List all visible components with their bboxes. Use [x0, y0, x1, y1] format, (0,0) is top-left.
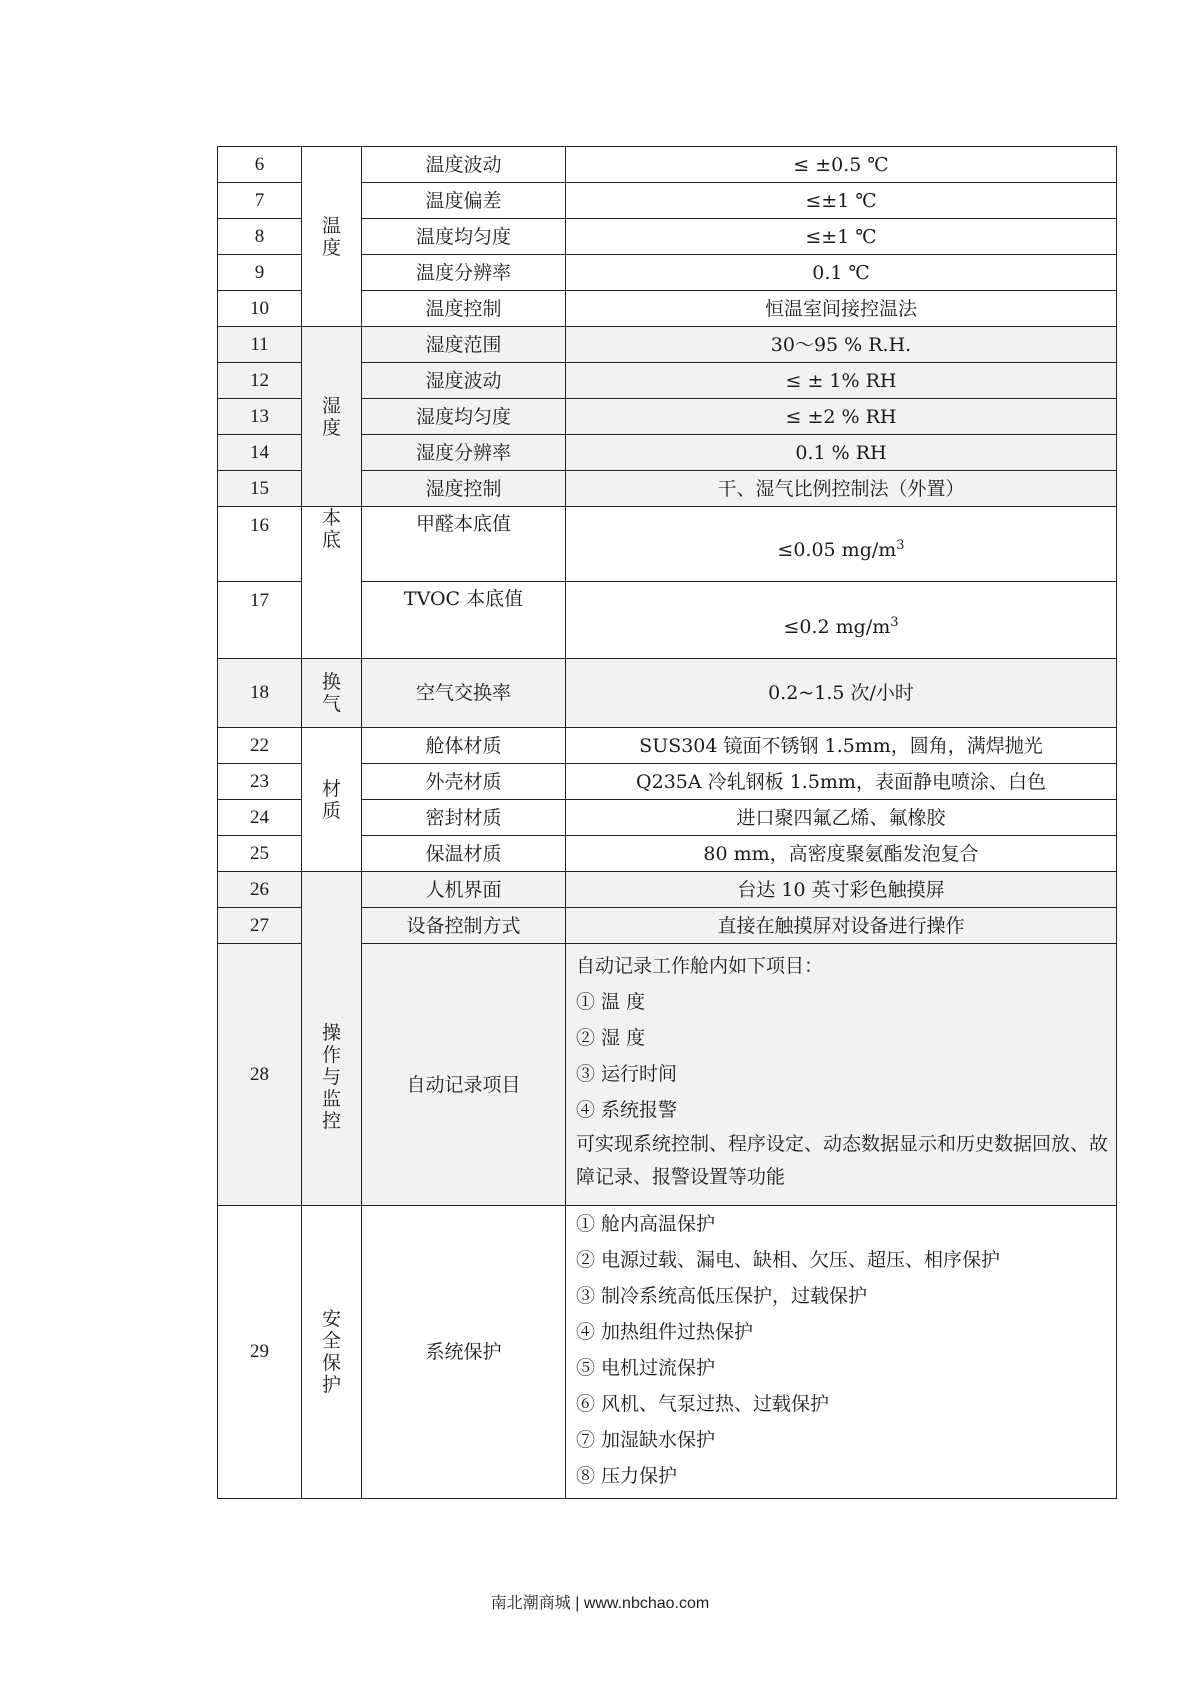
category-ventilation: 换 气 [302, 659, 362, 728]
row-number: 27 [218, 908, 302, 944]
row-number: 26 [218, 872, 302, 908]
page-footer: 南北潮商城 | www.nbchao.com [490, 1595, 710, 1612]
category-temperature: 温 度 [302, 147, 362, 327]
item-name: 密封材质 [362, 800, 566, 836]
item-value: ≤ ±2 % RH [566, 399, 1117, 435]
item-value: 干、湿气比例控制法（外置） [566, 471, 1117, 507]
item-value [566, 1206, 1117, 1499]
item-value: 直接在触摸屏对设备进行操作 [566, 908, 1117, 944]
item-name: 湿度控制 [362, 471, 566, 507]
row-number: 10 [218, 291, 302, 327]
row-number: 13 [218, 399, 302, 435]
item-name: TVOC 本底值 [362, 582, 566, 659]
item-value: ≤±1 ℃ [566, 183, 1117, 219]
category-material: 材 质 [302, 728, 362, 872]
item-value [566, 582, 1117, 659]
item-value: 台达 10 英寸彩色触摸屏 [566, 872, 1117, 908]
item-name: 湿度分辨率 [362, 435, 566, 471]
item-value: Q235A 冷轧钢板 1.5mm，表面静电喷涂、白色 [566, 764, 1117, 800]
protection-item: ⑥ 风机、气泵过热、过载保护 [576, 1393, 830, 1415]
protection-item: ⑤ 电机过流保护 [576, 1357, 716, 1379]
row-number: 28 [218, 944, 302, 1206]
item-name: 湿度波动 [362, 363, 566, 399]
record-item: ② 湿 度 [576, 1027, 646, 1049]
item-value: ≤ ±0.5 ℃ [566, 147, 1117, 183]
item-name: 甲醛本底值 [362, 507, 566, 582]
item-name: 自动记录项目 [362, 944, 566, 1206]
superscript: 3 [896, 538, 905, 553]
protection-item: ② 电源过载、漏电、缺相、欠压、超压、相序保护 [576, 1249, 1001, 1271]
row-number: 24 [218, 800, 302, 836]
item-name: 保温材质 [362, 836, 566, 872]
item-name: 温度均匀度 [362, 219, 566, 255]
item-value: 0.2~1.5 次/小时 [566, 659, 1117, 728]
item-value: 80 mm，高密度聚氨酯发泡复合 [566, 836, 1117, 872]
category-humidity: 湿 度 [302, 327, 362, 507]
item-value: 0.1 ℃ [566, 255, 1117, 291]
row-number: 22 [218, 728, 302, 764]
row-number: 9 [218, 255, 302, 291]
record-item: ① 温 度 [576, 991, 646, 1013]
table-row [218, 1206, 1117, 1499]
item-value: 0.1 % RH [566, 435, 1117, 471]
item-name: 湿度均匀度 [362, 399, 566, 435]
row-number: 23 [218, 764, 302, 800]
item-name: 湿度范围 [362, 327, 566, 363]
item-name: 系统保护 [362, 1206, 566, 1499]
item-value: 恒温室间接控温法 [566, 291, 1117, 327]
item-name: 人机界面 [362, 872, 566, 908]
row-number: 12 [218, 363, 302, 399]
category-safety-protection: 安 全 保 护 [302, 1206, 362, 1499]
item-value: SUS304 镜面不锈钢 1.5mm，圆角，满焊抛光 [566, 728, 1117, 764]
item-name: 温度分辨率 [362, 255, 566, 291]
record-note: 可实现系统控制、程序设定、动态数据显示和历史数据回放、故障记录、报警设置等功能 [576, 1133, 1109, 1188]
table-row [218, 872, 1117, 908]
category-baseline: 本 底 [302, 507, 362, 659]
row-number: 29 [218, 1206, 302, 1499]
item-name: 温度波动 [362, 147, 566, 183]
item-value: ≤ ± 1% RH [566, 363, 1117, 399]
row-number: 25 [218, 836, 302, 872]
value-text: ≤0.2 mg/m [783, 616, 891, 638]
spec-table [217, 146, 1117, 1499]
row-number: 18 [218, 659, 302, 728]
record-item: ③ 运行时间 [576, 1063, 678, 1085]
item-name: 空气交换率 [362, 659, 566, 728]
item-value: 进口聚四氟乙烯、氟橡胶 [566, 800, 1117, 836]
item-name: 温度控制 [362, 291, 566, 327]
row-number: 7 [218, 183, 302, 219]
value-text: ≤0.05 mg/m [777, 539, 897, 561]
row-number: 6 [218, 147, 302, 183]
row-number: 15 [218, 471, 302, 507]
table-row [218, 147, 1117, 183]
item-name: 设备控制方式 [362, 908, 566, 944]
protection-item: ③ 制冷系统高低压保护，过载保护 [576, 1285, 868, 1307]
item-name: 温度偏差 [362, 183, 566, 219]
table-row [218, 659, 1117, 728]
row-number: 8 [218, 219, 302, 255]
item-value: ≤±1 ℃ [566, 219, 1117, 255]
item-value: 30～95 % R.H. [566, 327, 1117, 363]
category-operation-monitoring: 操 作 与 监 控 [302, 872, 362, 1206]
table-row [218, 327, 1117, 363]
row-number: 17 [218, 582, 302, 659]
protection-item: ① 舱内高温保护 [576, 1213, 716, 1235]
protection-item: ④ 加热组件过热保护 [576, 1321, 754, 1343]
protection-item: ⑦ 加湿缺水保护 [576, 1429, 716, 1451]
row-number: 16 [218, 507, 302, 582]
protection-item: ⑧ 压力保护 [576, 1465, 678, 1487]
table-row [218, 507, 1117, 582]
item-value [566, 944, 1117, 1206]
item-name: 舱体材质 [362, 728, 566, 764]
row-number: 14 [218, 435, 302, 471]
table-row [218, 728, 1117, 764]
record-item: ④ 系统报警 [576, 1099, 678, 1121]
record-intro: 自动记录工作舱内如下项目： [576, 955, 824, 977]
item-name: 外壳材质 [362, 764, 566, 800]
row-number: 11 [218, 327, 302, 363]
superscript: 3 [890, 615, 899, 630]
item-value [566, 507, 1117, 582]
